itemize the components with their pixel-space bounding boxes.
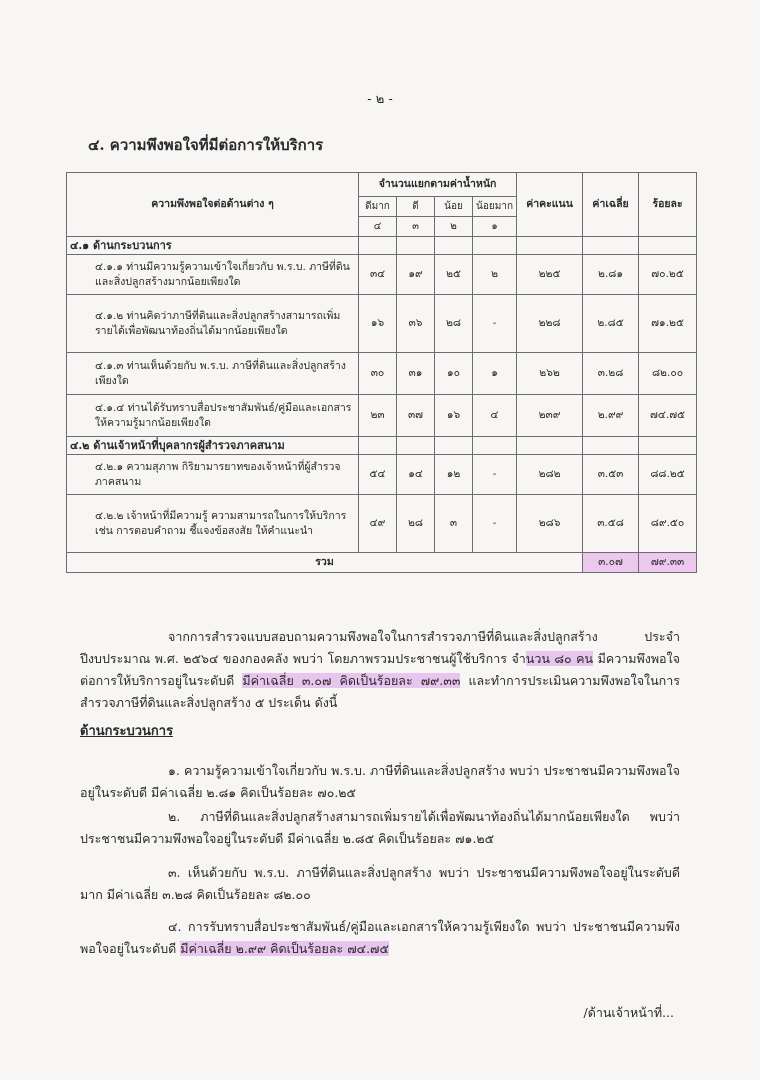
total-percent: ๗๙.๓๓ bbox=[639, 553, 697, 573]
header-level: ดี bbox=[397, 197, 435, 217]
cell-mean: ๓.๕๓ bbox=[583, 455, 639, 495]
cell-score: ๒๘๖ bbox=[517, 495, 583, 553]
cell-percent: ๘๘.๒๕ bbox=[639, 455, 697, 495]
summary-text: มีความพึงพอใจต่อการให้บริการอยู่ในระดับดี bbox=[80, 651, 680, 688]
table-row bbox=[67, 255, 697, 295]
satisfaction-table bbox=[66, 172, 697, 573]
header-level: น้อยมาก bbox=[473, 197, 517, 217]
row-label: ๔.๑.๒ ท่านคิดว่าภาษีที่ดินและสิ่งปลูกสร้างสามารถเพิ่มรายได้เพื่อพัฒนาท้องถิ่นได้มากน้อยเพียงใด bbox=[67, 295, 359, 353]
cell-score: ๒๘๒ bbox=[517, 455, 583, 495]
cell-mean: ๒.๘๕ bbox=[583, 295, 639, 353]
row-label: ๔.๑.๔ ท่านได้รับทราบสื่อประชาสัมพันธ์/คู่มือและเอกสารให้ความรู้มากน้อยเพียงใด bbox=[67, 395, 359, 437]
group-label-staff: ๔.๒ ด้านเจ้าหน้าที่บุคลากรผู้สำรวจภาคสนาม bbox=[67, 437, 359, 455]
cell-v1: ๕๔ bbox=[359, 455, 397, 495]
section-title: ๔. ความพึงพอใจที่มีต่อการให้บริการ bbox=[88, 136, 324, 154]
table-row bbox=[67, 455, 697, 495]
header-level: น้อย bbox=[435, 197, 473, 217]
header-score: ค่าคะแนน bbox=[517, 173, 583, 237]
cell-v2: ๓๗ bbox=[397, 395, 435, 437]
group-label-process: ๔.๑ ด้านกระบวนการ bbox=[67, 237, 359, 255]
total-label: รวม bbox=[67, 553, 583, 573]
cell-v3: ๑๒ bbox=[435, 455, 473, 495]
cell-mean: ๓.๕๘ bbox=[583, 495, 639, 553]
cell-v3: ๑๖ bbox=[435, 395, 473, 437]
cell-v4: ๔ bbox=[473, 395, 517, 437]
row-label: ๔.๑.๓ ท่านเห็นด้วยกับ พ.ร.บ. ภาษีที่ดินและสิ่งปลูกสร้างเพียงใด bbox=[67, 353, 359, 395]
table-row bbox=[67, 495, 697, 553]
cell-score: ๒๒๘ bbox=[517, 295, 583, 353]
table-row bbox=[67, 295, 697, 353]
cell-v1: ๓๔ bbox=[359, 255, 397, 295]
header-topic: ความพึงพอใจต่อด้านต่าง ๆ bbox=[67, 173, 359, 237]
cell-percent: ๗๑.๒๕ bbox=[639, 295, 697, 353]
row-label: ๔.๑.๑ ท่านมีความรู้ความเข้าใจเกี่ยวกับ พ.ร.บ. ภาษีที่ดินและสิ่งปลูกสร้างมากน้อยเพียงใด bbox=[67, 255, 359, 295]
subheading-process: ด้านกระบวนการ bbox=[80, 724, 174, 739]
cell-v4: - bbox=[473, 455, 517, 495]
cell-v1: ๒๓ bbox=[359, 395, 397, 437]
table-row bbox=[67, 395, 697, 437]
highlight-overall-score: มีค่าเฉลี่ย ๓.๐๗ คิดเป็นร้อยละ ๗๙.๓๓ bbox=[242, 673, 461, 688]
cell-score: ๒๖๒ bbox=[517, 353, 583, 395]
summary-text: และทำการประเมินความพึงพอใจในการสำรวจภาษีที่ดินและสิ่งปลูกสร้าง ๕ ประเด็น ดังนี้ bbox=[80, 673, 680, 710]
header-weight: ๔ bbox=[359, 217, 397, 237]
cell-v3: ๒๕ bbox=[435, 255, 473, 295]
header-weight: ๑ bbox=[473, 217, 517, 237]
continuation-footer: /ด้านเจ้าหน้าที่... bbox=[583, 1005, 674, 1020]
cell-v2: ๓๖ bbox=[397, 295, 435, 353]
header-mean: ค่าเฉลี่ย bbox=[583, 173, 639, 237]
total-mean: ๓.๐๗ bbox=[583, 553, 639, 573]
cell-mean: ๒.๘๑ bbox=[583, 255, 639, 295]
summary-paragraph bbox=[80, 626, 680, 714]
cell-score: ๒๒๕ bbox=[517, 255, 583, 295]
cell-mean: ๒.๙๙ bbox=[583, 395, 639, 437]
cell-v2: ๑๙ bbox=[397, 255, 435, 295]
header-weight-group: จำนวนแยกตามค่าน้ำหนัก bbox=[359, 173, 517, 197]
cell-percent: ๘๙.๕๐ bbox=[639, 495, 697, 553]
finding-text: ๔. การรับทราบสื่อประชาสัมพันธ์/คู่มือและเอกสารให้ความรู้เพียงใด พบว่า ประชาชนมีความพึงพอใจอยู่ในระดับดี bbox=[80, 919, 680, 956]
cell-v4: ๒ bbox=[473, 255, 517, 295]
highlight-respondents: ำนวน ๘๐ คน bbox=[525, 651, 594, 666]
finding-item-3: ๓. เห็นด้วยกับ พ.ร.บ. ภาษีที่ดินและสิ่งปลูกสร้าง พบว่า ประชาชนมีความพึงพอใจอยู่ในระดับดีมาก มีค่าเฉลี่ย ๓.๒๘ คิดเป็นร้อยละ ๘๒.๐๐ bbox=[80, 865, 680, 902]
summary-text: จากการสำรวจแบบสอบถามความพึงพอใจในการสำรวจภาษีที่ดินและสิ่งปลูกสร้าง ประจำปีงบประมาณ พ.ศ. ๒๕๖๔ ของกองคลัง พบว่า โดยภาพรวมประชาชนผู้ใช้บริการ จ bbox=[80, 629, 680, 666]
cell-v4: - bbox=[473, 495, 517, 553]
cell-v3: ๒๘ bbox=[435, 295, 473, 353]
finding-item-4 bbox=[80, 916, 680, 960]
table-row bbox=[67, 353, 697, 395]
total-row bbox=[67, 553, 697, 573]
cell-v2: ๑๔ bbox=[397, 455, 435, 495]
header-weight: ๒ bbox=[435, 217, 473, 237]
cell-v4: ๑ bbox=[473, 353, 517, 395]
cell-percent: ๘๒.๐๐ bbox=[639, 353, 697, 395]
cell-v2: ๓๑ bbox=[397, 353, 435, 395]
cell-v1: ๑๖ bbox=[359, 295, 397, 353]
cell-percent: ๗๔.๗๕ bbox=[639, 395, 697, 437]
header-percent: ร้อยละ bbox=[639, 173, 697, 237]
cell-v3: ๑๐ bbox=[435, 353, 473, 395]
page-number: - ๒ - bbox=[367, 92, 393, 107]
row-label: ๔.๒.๒ เจ้าหน้าที่มีความรู้ ความสามารถในการให้บริการ เช่น การตอบคำถาม ชี้แจงข้อสงสัย ให้คำแนะนำ bbox=[67, 495, 359, 553]
finding-item-2: ๒. ภาษีที่ดินและสิ่งปลูกสร้างสามารถเพิ่มรายได้เพื่อพัฒนาท้องถิ่นได้มากน้อยเพียงใด พบว่า ประชาชนมีความพึงพอใจอยู่ในระดับดี มีค่าเฉลี่ย ๒.๘๕ คิดเป็นร้อยละ ๗๑.๒๕ bbox=[80, 809, 680, 846]
cell-v2: ๒๘ bbox=[397, 495, 435, 553]
finding-item-1: ๑. ความรู้ความเข้าใจเกี่ยวกับ พ.ร.บ. ภาษีที่ดินและสิ่งปลูกสร้าง พบว่า ประชาชนมีความพึงพอใจอยู่ในระดับดี มีค่าเฉลี่ย ๒.๘๑ คิดเป็นร้อยละ ๗๐.๒๕ bbox=[80, 763, 680, 800]
cell-percent: ๗๐.๒๕ bbox=[639, 255, 697, 295]
cell-v4: - bbox=[473, 295, 517, 353]
highlight-item4-score: มีค่าเฉลี่ย ๒.๙๙ คิดเป็นร้อยละ ๗๔.๗๕ bbox=[180, 941, 389, 956]
row-label: ๔.๒.๑ ความสุภาพ กิริยามารยาทของเจ้าหน้าที่ผู้สำรวจภาคสนาม bbox=[67, 455, 359, 495]
cell-v1: ๓๐ bbox=[359, 353, 397, 395]
cell-v1: ๔๙ bbox=[359, 495, 397, 553]
header-level: ดีมาก bbox=[359, 197, 397, 217]
cell-v3: ๓ bbox=[435, 495, 473, 553]
header-weight: ๓ bbox=[397, 217, 435, 237]
cell-mean: ๓.๒๘ bbox=[583, 353, 639, 395]
cell-score: ๒๓๙ bbox=[517, 395, 583, 437]
